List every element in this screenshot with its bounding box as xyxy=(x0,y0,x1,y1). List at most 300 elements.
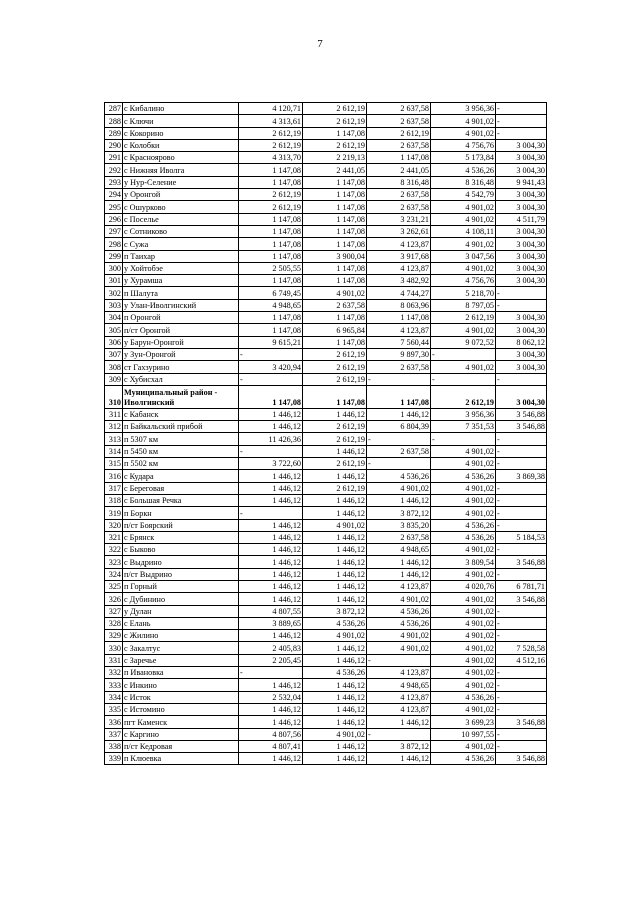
value-1: 1 446,12 xyxy=(239,703,303,715)
value-1: 1 446,12 xyxy=(239,482,303,494)
value-4: 4 901,02 xyxy=(431,494,496,506)
value-2: 1 446,12 xyxy=(303,679,367,691)
value-5: 9 941,43 xyxy=(496,176,547,188)
value-2: 1 446,12 xyxy=(303,445,367,457)
settlement-name: с Исток xyxy=(123,691,239,703)
settlement-name: пгт Каменск xyxy=(123,716,239,728)
row-number: 333 xyxy=(105,679,123,691)
value-5: 3 004,30 xyxy=(496,275,547,287)
value-4: 4 901,02 xyxy=(431,482,496,494)
value-2: 1 147,08 xyxy=(303,176,367,188)
value-2: 2 637,58 xyxy=(303,299,367,311)
value-2: 1 446,12 xyxy=(303,753,367,765)
value-2: 6 965,84 xyxy=(303,324,367,336)
value-2: 1 147,08 xyxy=(303,213,367,225)
value-4: 4 536,26 xyxy=(431,164,496,176)
row-number: 339 xyxy=(105,753,123,765)
value-1: 4 948,65 xyxy=(239,299,303,311)
value-2: 4 901,02 xyxy=(303,630,367,642)
table-row xyxy=(105,494,547,506)
value-3: 3 917,68 xyxy=(367,250,431,262)
value-1: 1 147,08 xyxy=(239,385,303,408)
value-5: 3 004,30 xyxy=(496,201,547,213)
value-2: 1 446,12 xyxy=(303,580,367,592)
row-number: 331 xyxy=(105,654,123,666)
value-5: - xyxy=(496,494,547,506)
value-1: 2 205,45 xyxy=(239,654,303,666)
value-3: 2 612,19 xyxy=(367,127,431,139)
value-2: 1 147,08 xyxy=(303,312,367,324)
value-3: 4 536,26 xyxy=(367,617,431,629)
value-4: 3 809,54 xyxy=(431,556,496,568)
table-row xyxy=(105,408,547,420)
settlement-name: с Инкино xyxy=(123,679,239,691)
value-4: 4 542,79 xyxy=(431,189,496,201)
value-1: 3 889,65 xyxy=(239,617,303,629)
value-4: 4 536,26 xyxy=(431,691,496,703)
value-4: 4 901,02 xyxy=(431,568,496,580)
value-3: - xyxy=(367,654,431,666)
value-3: 2 637,58 xyxy=(367,531,431,543)
table-row xyxy=(105,176,547,188)
value-4: 4 901,02 xyxy=(431,679,496,691)
value-3: 6 804,39 xyxy=(367,421,431,433)
value-5: - xyxy=(496,605,547,617)
value-2: 2 219,13 xyxy=(303,152,367,164)
row-number: 311 xyxy=(105,408,123,420)
row-number: 291 xyxy=(105,152,123,164)
value-3: 4 901,02 xyxy=(367,630,431,642)
value-5: 3 004,30 xyxy=(496,312,547,324)
value-3: 2 637,58 xyxy=(367,361,431,373)
table-row xyxy=(105,605,547,617)
table-row xyxy=(105,373,547,385)
value-1: 1 446,12 xyxy=(239,679,303,691)
value-5: - xyxy=(496,287,547,299)
settlement-name: с Дубинино xyxy=(123,593,239,605)
value-5: - xyxy=(496,568,547,580)
settlement-name: с Кокорино xyxy=(123,127,239,139)
table-row xyxy=(105,361,547,373)
value-2: 1 147,08 xyxy=(303,201,367,213)
settlement-name: у Барун-Оронгой xyxy=(123,336,239,348)
value-1: 1 147,08 xyxy=(239,164,303,176)
value-5: 3 004,30 xyxy=(496,189,547,201)
value-2: 2 612,19 xyxy=(303,139,367,151)
row-number: 328 xyxy=(105,617,123,629)
value-2: 4 901,02 xyxy=(303,728,367,740)
value-5: - xyxy=(496,691,547,703)
table-row xyxy=(105,642,547,654)
row-number: 322 xyxy=(105,544,123,556)
settlement-name: у Оронгой xyxy=(123,189,239,201)
value-4: - xyxy=(431,373,496,385)
value-1: 4 807,55 xyxy=(239,605,303,617)
value-1: 1 147,08 xyxy=(239,275,303,287)
value-4: 4 901,02 xyxy=(431,703,496,715)
value-3: 3 872,12 xyxy=(367,740,431,752)
value-3: 1 446,12 xyxy=(367,494,431,506)
value-1: 1 446,12 xyxy=(239,630,303,642)
value-5: 7 528,58 xyxy=(496,642,547,654)
value-4: 4 901,02 xyxy=(431,740,496,752)
value-5: - xyxy=(496,445,547,457)
settlement-name: п 5502 км xyxy=(123,458,239,470)
settlement-name: с Елань xyxy=(123,617,239,629)
value-4: 4 901,02 xyxy=(431,213,496,225)
value-2: 1 446,12 xyxy=(303,654,367,666)
value-3: 4 901,02 xyxy=(367,593,431,605)
value-5: - xyxy=(496,507,547,519)
value-3: 4 744,27 xyxy=(367,287,431,299)
table-row xyxy=(105,568,547,580)
table-row xyxy=(105,127,547,139)
value-5: - xyxy=(496,740,547,752)
value-3: 4 901,02 xyxy=(367,482,431,494)
value-3: 1 446,12 xyxy=(367,716,431,728)
value-3: - xyxy=(367,458,431,470)
value-1: 1 446,12 xyxy=(239,716,303,728)
row-number: 290 xyxy=(105,139,123,151)
row-number: 321 xyxy=(105,531,123,543)
table-row xyxy=(105,324,547,336)
value-2: 4 901,02 xyxy=(303,519,367,531)
value-1: - xyxy=(239,445,303,457)
value-3: 4 901,02 xyxy=(367,642,431,654)
value-2: 1 446,12 xyxy=(303,408,367,420)
value-4: - xyxy=(431,433,496,445)
value-3: 1 147,08 xyxy=(367,152,431,164)
table-row xyxy=(105,348,547,360)
value-1: 6 749,45 xyxy=(239,287,303,299)
table-row xyxy=(105,728,547,740)
value-4: 4 901,02 xyxy=(431,238,496,250)
value-1: - xyxy=(239,373,303,385)
table-row xyxy=(105,201,547,213)
value-3: 1 446,12 xyxy=(367,753,431,765)
row-number: 289 xyxy=(105,127,123,139)
value-4: 4 901,02 xyxy=(431,617,496,629)
value-5: - xyxy=(496,630,547,642)
value-5: - xyxy=(496,373,547,385)
value-1: 3 722,60 xyxy=(239,458,303,470)
row-number: 301 xyxy=(105,275,123,287)
value-1: 1 147,08 xyxy=(239,225,303,237)
table-row xyxy=(105,421,547,433)
row-number: 337 xyxy=(105,728,123,740)
value-3: 3 872,12 xyxy=(367,507,431,519)
row-number: 302 xyxy=(105,287,123,299)
table-row xyxy=(105,753,547,765)
value-2: 1 147,08 xyxy=(303,225,367,237)
table-row xyxy=(105,189,547,201)
value-5: 3 004,30 xyxy=(496,152,547,164)
row-number: 332 xyxy=(105,667,123,679)
row-number: 315 xyxy=(105,458,123,470)
value-2: 1 446,12 xyxy=(303,568,367,580)
settlement-name: с Заречье xyxy=(123,654,239,666)
value-5: - xyxy=(496,667,547,679)
value-5: - xyxy=(496,299,547,311)
value-3: 4 123,87 xyxy=(367,691,431,703)
row-number: 318 xyxy=(105,494,123,506)
value-1: 2 612,19 xyxy=(239,127,303,139)
row-number: 298 xyxy=(105,238,123,250)
value-5: 3 004,30 xyxy=(496,348,547,360)
table-row xyxy=(105,213,547,225)
value-4: 7 351,53 xyxy=(431,421,496,433)
value-3: 4 536,26 xyxy=(367,470,431,482)
value-4: 4 901,02 xyxy=(431,605,496,617)
value-4: 10 997,55 xyxy=(431,728,496,740)
settlement-name: с Сужа xyxy=(123,238,239,250)
value-1: 4 313,70 xyxy=(239,152,303,164)
value-3: 4 948,65 xyxy=(367,544,431,556)
value-4: 2 612,19 xyxy=(431,385,496,408)
settlement-name: с Береговая xyxy=(123,482,239,494)
value-5: 3 004,30 xyxy=(496,164,547,176)
value-2: 1 446,12 xyxy=(303,703,367,715)
value-4: 2 612,19 xyxy=(431,312,496,324)
value-2: 1 446,12 xyxy=(303,740,367,752)
value-3: 4 123,87 xyxy=(367,580,431,592)
value-3: 4 948,65 xyxy=(367,679,431,691)
value-5: - xyxy=(496,703,547,715)
settlement-name: п Шалута xyxy=(123,287,239,299)
value-1: 4 807,56 xyxy=(239,728,303,740)
value-5: - xyxy=(496,115,547,127)
value-4: 4 536,26 xyxy=(431,531,496,543)
value-2: 1 446,12 xyxy=(303,470,367,482)
table-row xyxy=(105,544,547,556)
row-number: 314 xyxy=(105,445,123,457)
value-1: 1 147,08 xyxy=(239,312,303,324)
value-5: 3 004,30 xyxy=(496,250,547,262)
value-2: 1 446,12 xyxy=(303,507,367,519)
table-row xyxy=(105,299,547,311)
table-row xyxy=(105,507,547,519)
value-2: 1 147,08 xyxy=(303,262,367,274)
table-row xyxy=(105,716,547,728)
value-5: 3 004,30 xyxy=(496,238,547,250)
value-1: 1 446,12 xyxy=(239,421,303,433)
value-2: 2 612,19 xyxy=(303,482,367,494)
settlement-name: п Горный xyxy=(123,580,239,592)
value-3: 1 446,12 xyxy=(367,556,431,568)
table-row xyxy=(105,250,547,262)
value-3: 3 231,21 xyxy=(367,213,431,225)
value-3: 2 637,58 xyxy=(367,445,431,457)
value-4: 8 797,05 xyxy=(431,299,496,311)
value-2: 1 147,08 xyxy=(303,127,367,139)
table-row xyxy=(105,630,547,642)
value-4: - xyxy=(431,348,496,360)
value-1: 1 446,12 xyxy=(239,753,303,765)
value-5: - xyxy=(496,728,547,740)
table-row xyxy=(105,482,547,494)
table-row xyxy=(105,275,547,287)
value-3: - xyxy=(367,728,431,740)
table-row xyxy=(105,667,547,679)
row-number: 305 xyxy=(105,324,123,336)
value-1: 1 147,08 xyxy=(239,213,303,225)
value-4: 9 072,52 xyxy=(431,336,496,348)
value-5: 5 184,53 xyxy=(496,531,547,543)
row-number: 294 xyxy=(105,189,123,201)
value-5: 6 781,71 xyxy=(496,580,547,592)
value-3: 2 637,58 xyxy=(367,115,431,127)
settlement-name: п Таихар xyxy=(123,250,239,262)
value-1: 2 532,04 xyxy=(239,691,303,703)
value-4: 4 901,02 xyxy=(431,667,496,679)
row-number: 334 xyxy=(105,691,123,703)
value-5: - xyxy=(496,519,547,531)
row-number: 316 xyxy=(105,470,123,482)
value-3: 4 123,87 xyxy=(367,324,431,336)
value-1: 2 505,55 xyxy=(239,262,303,274)
value-3: 2 637,58 xyxy=(367,189,431,201)
value-4: 4 756,76 xyxy=(431,275,496,287)
value-5: 3 869,38 xyxy=(496,470,547,482)
value-2: 1 446,12 xyxy=(303,691,367,703)
row-number: 312 xyxy=(105,421,123,433)
settlement-name: п Боркн xyxy=(123,507,239,519)
value-3: 9 897,30 xyxy=(367,348,431,360)
row-number: 308 xyxy=(105,361,123,373)
settlement-name: с Ключи xyxy=(123,115,239,127)
value-1: 2 612,19 xyxy=(239,189,303,201)
value-3: 3 835,20 xyxy=(367,519,431,531)
settlement-name: с Ошурково xyxy=(123,201,239,213)
value-5: 3 546,88 xyxy=(496,556,547,568)
settlement-name: у Улан-Иволгинский xyxy=(123,299,239,311)
value-1: 3 420,94 xyxy=(239,361,303,373)
settlement-name: у Хойтобэе xyxy=(123,262,239,274)
value-1: 2 612,19 xyxy=(239,139,303,151)
value-1: 1 446,12 xyxy=(239,531,303,543)
settlement-name: с Красноярово xyxy=(123,152,239,164)
table-row xyxy=(105,580,547,592)
value-4: 4 108,11 xyxy=(431,225,496,237)
settlement-name: п/ст Выдрино xyxy=(123,568,239,580)
value-3: 2 637,58 xyxy=(367,103,431,115)
table-row xyxy=(105,445,547,457)
value-4: 3 956,36 xyxy=(431,103,496,115)
value-2: 2 612,19 xyxy=(303,361,367,373)
value-4: 4 901,02 xyxy=(431,445,496,457)
value-3: 1 446,12 xyxy=(367,408,431,420)
value-4: 4 536,26 xyxy=(431,753,496,765)
value-2: 1 147,08 xyxy=(303,238,367,250)
value-5: 3 546,88 xyxy=(496,421,547,433)
value-2: 1 446,12 xyxy=(303,544,367,556)
value-5: - xyxy=(496,458,547,470)
value-4: 4 901,02 xyxy=(431,458,496,470)
row-number: 288 xyxy=(105,115,123,127)
table-row xyxy=(105,531,547,543)
row-number: 295 xyxy=(105,201,123,213)
value-4: 4 901,02 xyxy=(431,544,496,556)
value-2: 1 446,12 xyxy=(303,642,367,654)
table-row xyxy=(105,654,547,666)
settlement-name: с Сотниково xyxy=(123,225,239,237)
value-4: 4 901,02 xyxy=(431,127,496,139)
value-5: - xyxy=(496,544,547,556)
table-row xyxy=(105,458,547,470)
value-3: 1 147,08 xyxy=(367,385,431,408)
table-row xyxy=(105,703,547,715)
value-1: 1 446,12 xyxy=(239,568,303,580)
settlement-name: ст Гахзурино xyxy=(123,361,239,373)
page-number: 7 xyxy=(317,38,323,50)
table-row xyxy=(105,433,547,445)
value-4: 4 901,02 xyxy=(431,630,496,642)
value-1: 1 446,12 xyxy=(239,470,303,482)
table-row xyxy=(105,312,547,324)
value-2: 1 147,08 xyxy=(303,385,367,408)
value-5: 3 004,30 xyxy=(496,225,547,237)
value-2: 1 147,08 xyxy=(303,275,367,287)
row-number: 319 xyxy=(105,507,123,519)
value-5: 3 004,30 xyxy=(496,139,547,151)
value-1: 9 615,21 xyxy=(239,336,303,348)
table-row xyxy=(105,152,547,164)
row-number: 336 xyxy=(105,716,123,728)
row-number: 299 xyxy=(105,250,123,262)
value-3: 4 123,87 xyxy=(367,667,431,679)
row-number: 303 xyxy=(105,299,123,311)
value-1: 2 405,83 xyxy=(239,642,303,654)
settlement-name: п Оронгой xyxy=(123,312,239,324)
value-3: 3 482,92 xyxy=(367,275,431,287)
value-1: 1 446,12 xyxy=(239,580,303,592)
value-3: 4 123,87 xyxy=(367,703,431,715)
value-2: 2 612,19 xyxy=(303,103,367,115)
settlement-name: с Кабанск xyxy=(123,408,239,420)
value-4: 4 901,02 xyxy=(431,324,496,336)
table-row xyxy=(105,519,547,531)
value-4: 4 901,02 xyxy=(431,115,496,127)
value-1: - xyxy=(239,667,303,679)
settlement-name: п Ивановка xyxy=(123,667,239,679)
table-row xyxy=(105,238,547,250)
value-2: 2 441,05 xyxy=(303,164,367,176)
row-number: 338 xyxy=(105,740,123,752)
value-2: 1 446,12 xyxy=(303,593,367,605)
table-row xyxy=(105,593,547,605)
value-3: 7 560,44 xyxy=(367,336,431,348)
value-4: 4 901,02 xyxy=(431,654,496,666)
value-1: 1 446,12 xyxy=(239,408,303,420)
value-4: 4 901,02 xyxy=(431,507,496,519)
table-row xyxy=(105,740,547,752)
value-2: 2 612,19 xyxy=(303,433,367,445)
value-4: 3 047,56 xyxy=(431,250,496,262)
value-3: 4 123,87 xyxy=(367,262,431,274)
settlement-name: п 5450 км xyxy=(123,445,239,457)
table-row xyxy=(105,691,547,703)
value-3: 8 316,48 xyxy=(367,176,431,188)
settlement-name: с Каргино xyxy=(123,728,239,740)
value-4: 4 536,26 xyxy=(431,519,496,531)
value-2: 1 446,12 xyxy=(303,716,367,728)
table-row xyxy=(105,139,547,151)
value-1: 4 313,61 xyxy=(239,115,303,127)
value-5: - xyxy=(496,433,547,445)
row-number: 304 xyxy=(105,312,123,324)
row-number: 292 xyxy=(105,164,123,176)
value-5: 3 546,88 xyxy=(496,408,547,420)
